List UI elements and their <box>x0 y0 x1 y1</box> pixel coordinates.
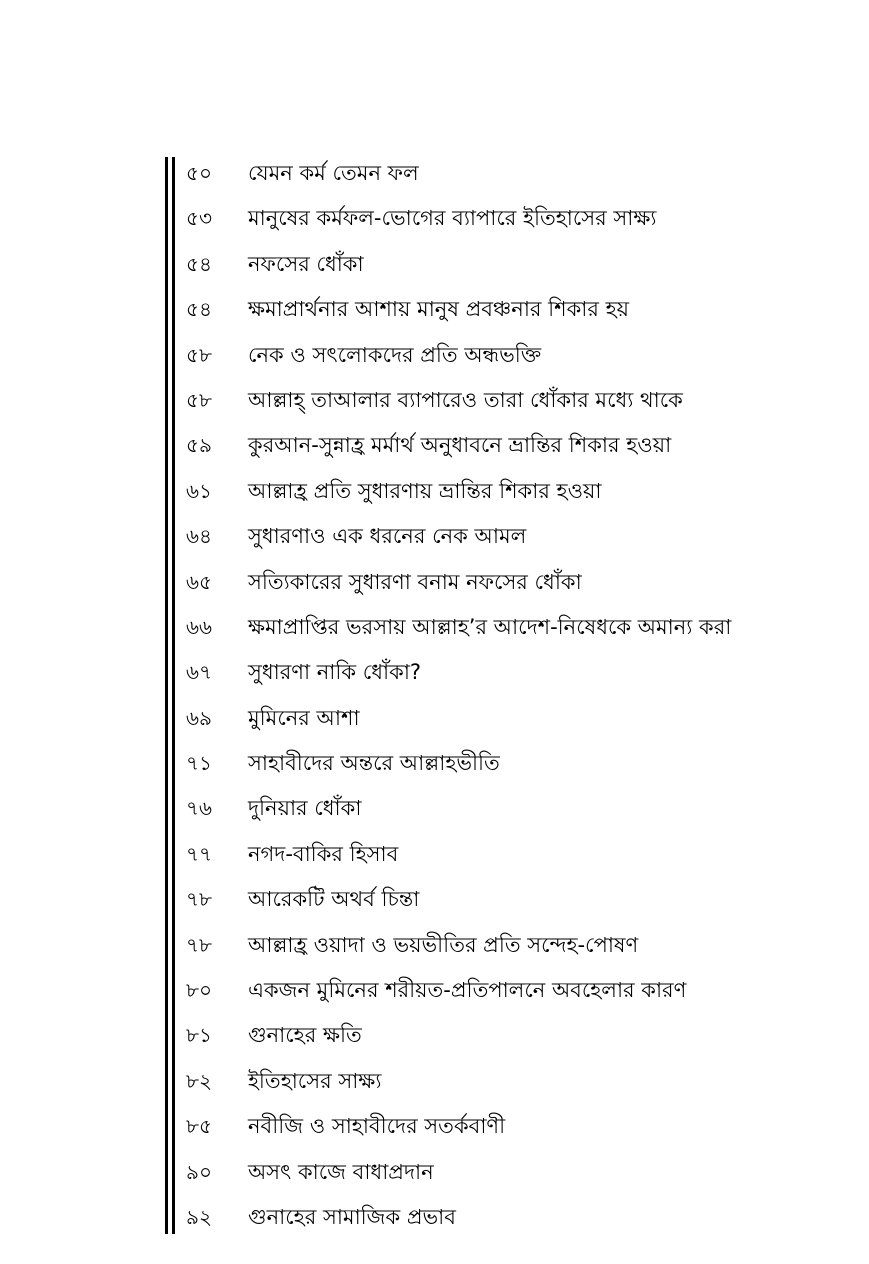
toc-entry <box>186 786 846 831</box>
entry-title: মুমিনের আশা <box>248 705 360 730</box>
entry-title: নবীজি ও সাহাবীদের সতর্কবাণী <box>248 1114 506 1139</box>
entry-title: মানুষের কর্মফল-ভোগের ব্যাপারে ইতিহাসের সাক্ষ্য <box>248 206 657 231</box>
page-number: ৯২ <box>186 1204 212 1229</box>
entry-title: আরেকটি অথর্ব চিন্তা <box>248 887 420 912</box>
page-number: ৫৩ <box>186 206 212 231</box>
page-number: ৭৮ <box>186 887 212 912</box>
page-number: ৫৯ <box>186 433 212 458</box>
toc-entry <box>186 514 846 559</box>
entry-title: আল্লাহ্র ওয়াদা ও ভয়ভীতির প্রতি সন্দেহ-পোষণ <box>248 932 639 957</box>
page-number: ৭৭ <box>186 841 213 866</box>
entry-title: সত্যিকারের সুধারণা বনাম নফসের ধোঁকা <box>248 569 582 594</box>
entry-title: গুনাহের সামাজিক প্রভাব <box>248 1204 456 1229</box>
toc-entry <box>186 469 846 514</box>
entry-title: একজন মুমিনের শরীয়ত-প্রতিপালনে অবহেলার কারণ <box>248 978 687 1003</box>
toc-entry <box>186 287 846 332</box>
entry-title: সুধারণাও এক ধরনের নেক আমল <box>248 524 527 549</box>
toc-entry <box>186 423 846 468</box>
toc-entry <box>186 696 846 741</box>
page-number: ৫৮ <box>186 342 212 367</box>
toc-entry <box>186 650 846 695</box>
margin-rule-inner <box>172 157 175 1234</box>
page-number: ৮১ <box>186 1023 212 1048</box>
page-number: ৫৪ <box>186 297 212 322</box>
toc-entry <box>186 151 846 196</box>
entry-title: দুনিয়ার ধোঁকা <box>248 796 362 821</box>
entry-title: ক্ষমাপ্রার্থনার আশায় মানুষ প্রবঞ্চনার শিকার হয় <box>248 297 629 322</box>
toc-entry <box>186 560 846 605</box>
toc-entry <box>186 242 846 287</box>
toc-entry <box>186 1104 846 1149</box>
toc-entry <box>186 1150 846 1195</box>
page-number: ৭১ <box>186 751 212 776</box>
entry-title: অসৎ কাজে বাধাপ্রদান <box>248 1159 434 1184</box>
page-number: ৬১ <box>186 478 212 503</box>
entry-title: নফসের ধোঁকা <box>248 251 364 276</box>
toc-entry <box>186 333 846 378</box>
toc-entry <box>186 832 846 877</box>
toc-entry <box>186 741 846 786</box>
toc-entry <box>186 605 846 650</box>
entry-title: নেক ও সৎলোকদের প্রতি অন্ধভক্তি <box>248 342 542 367</box>
entry-title: নগদ-বাকির হিসাব <box>248 841 399 866</box>
toc-entry <box>186 877 846 922</box>
page-number: ৬৭ <box>186 660 213 685</box>
toc-entry <box>186 1195 846 1240</box>
toc-entry <box>186 1059 846 1104</box>
page-number: ৮০ <box>186 978 212 1003</box>
toc-entry <box>186 378 846 423</box>
toc-entry <box>186 1013 846 1058</box>
page-number: ৭৬ <box>186 796 213 821</box>
page-number: ৬৬ <box>186 614 213 639</box>
page-number: ৮২ <box>186 1068 212 1093</box>
toc-entry <box>186 196 846 241</box>
page-number: ৬৯ <box>186 705 212 730</box>
entry-title: আল্লাহ্র প্রতি সুধারণায় ভ্রান্তির শিকার হওয়া <box>248 478 602 503</box>
entry-title: সুধারণা নাকি ধোঁকা? <box>248 660 422 685</box>
entry-title: আল্লাহ্ তাআলার ব্যাপারেও তারা ধোঁকার মধ্যে থাকে <box>248 387 683 412</box>
entry-title: কুরআন-সুন্নাহ্র মর্মার্থ অনুধাবনে ভ্রান্তির শিকার হওয়া <box>248 433 672 458</box>
entry-title: সাহাবীদের অন্তরে আল্লাহভীতি <box>248 751 500 776</box>
margin-rule-outer <box>165 157 168 1234</box>
page-number: ৭৮ <box>186 932 212 957</box>
page-number: ৬৪ <box>186 524 212 549</box>
page-number: ৫৮ <box>186 387 212 412</box>
page-number: ৬৫ <box>186 569 212 594</box>
page-number: ৯০ <box>186 1159 212 1184</box>
page-number: ৫৪ <box>186 251 212 276</box>
page-number: ৫০ <box>186 161 212 185</box>
entry-title: যেমন কর্ম তেমন ফল <box>248 161 419 185</box>
entry-title: ইতিহাসের সাক্ষ্য <box>248 1068 382 1093</box>
toc-entry <box>186 923 846 968</box>
toc-entry <box>186 968 846 1013</box>
entry-title: ক্ষমাপ্রাপ্তির ভরসায় আল্লাহ’র আদেশ-নিষেধকে অমান্য করা <box>248 614 732 639</box>
entry-title: গুনাহের ক্ষতি <box>248 1023 362 1048</box>
page-number: ৮৫ <box>186 1114 212 1139</box>
table-of-contents <box>186 151 846 1240</box>
